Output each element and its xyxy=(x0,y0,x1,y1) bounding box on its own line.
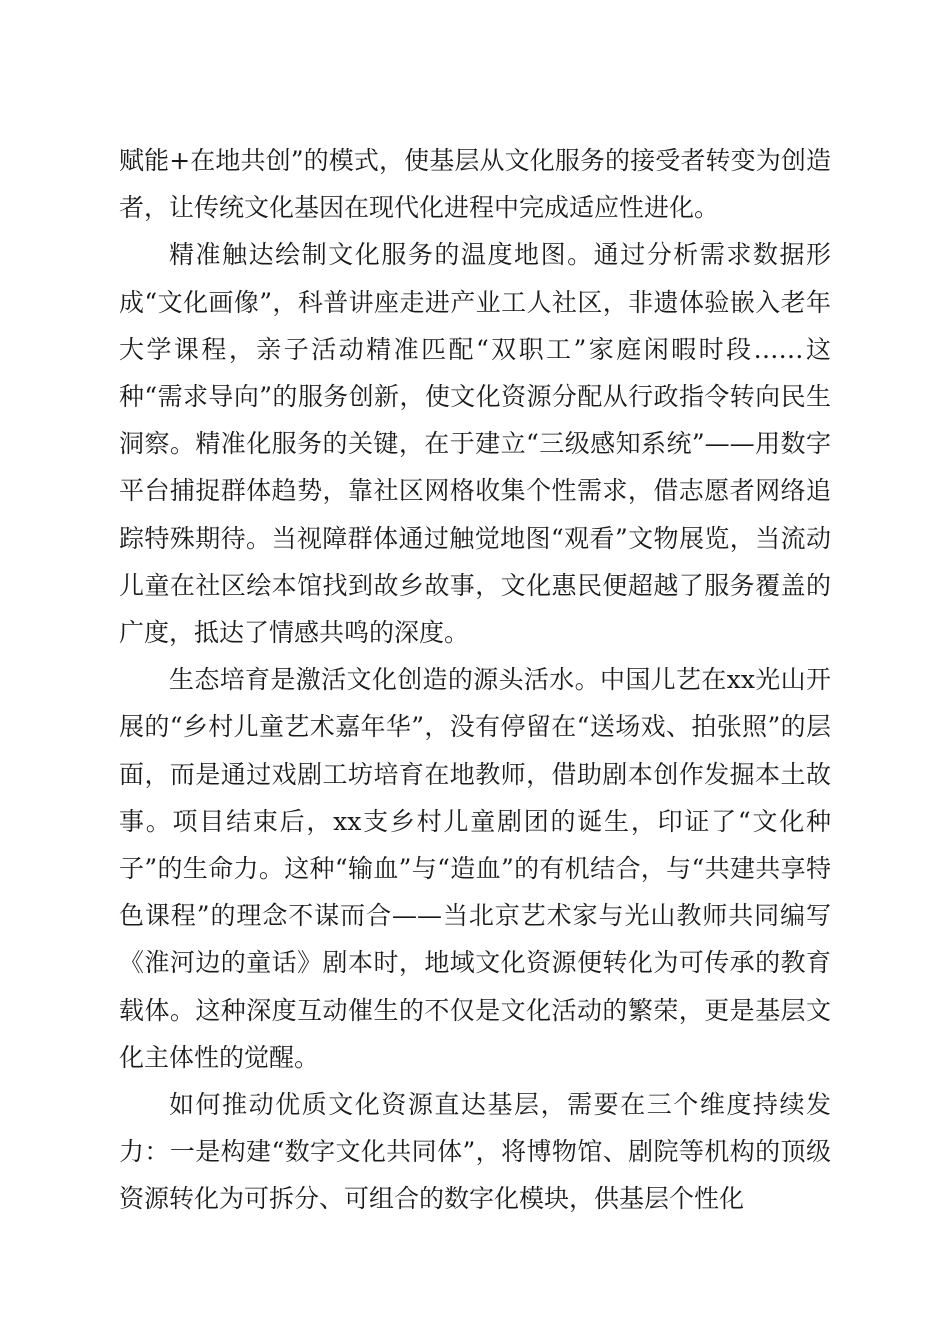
paragraph-three-dimensions: 如何推动优质文化资源直达基层，需要在三个维度持续发力：一是构建“数字文化共同体”，将博物馆、剧院等机构的顶级资源转化为可拆分、可组合的数字化模块，供基层个性化 xyxy=(119,1090,831,1214)
paragraph-continuation: 赋能+在地共创”的模式，使基层从文化服务的接受者转变为创造者，让传统文化基因在现代化进程中完成适应性进化。 xyxy=(119,146,831,223)
paragraph-ecosystem-cultivation: 生态培育是激活文化创造的源头活水。中国儿艺在xx光山开展的“乡村儿童艺术嘉年华”，没有停留在“送场戏、拍张照”的层面，而是通过戏剧工坊培育在地教师，借助剧本创作发掘本土故事。项目结束后，xx支乡村儿童剧团的诞生，印证了“文化种子”的生命力。这种“输血”与“造血”的有机结合，与“共建共享特色课程”的理念不谋而合——当北京艺术家与光山教师共同编写《淮河边的童话》剧本时，地域文化资源便转化为可传承的教育载体。这种深度互动催生的不仅是文化活动的繁荣，更是基层文化主体性的觉醒。 xyxy=(119,665,831,1072)
paragraph-precision-service: 精准触达绘制文化服务的温度地图。通过分析需求数据形成“文化画像”，科普讲座走进产业工人社区，非遗体验嵌入老年大学课程，亲子活动精准匹配“双职工”家庭闲暇时段……这种“需求导向”的服务创新，使文化资源分配从行政指令转向民生洞察。精准化服务的关键，在于建立“三级感知系统”——用数字平台捕捉群体趋势，靠社区网格收集个性需求，借志愿者网络追踪特殊期待。当视障群体通过触觉地图“观看”文物展览，当流动儿童在社区绘本馆找到故乡故事，文化惠民便超越了服务覆盖的广度，抵达了情感共鸣的深度。 xyxy=(119,240,831,648)
document-body xyxy=(119,137,831,1223)
